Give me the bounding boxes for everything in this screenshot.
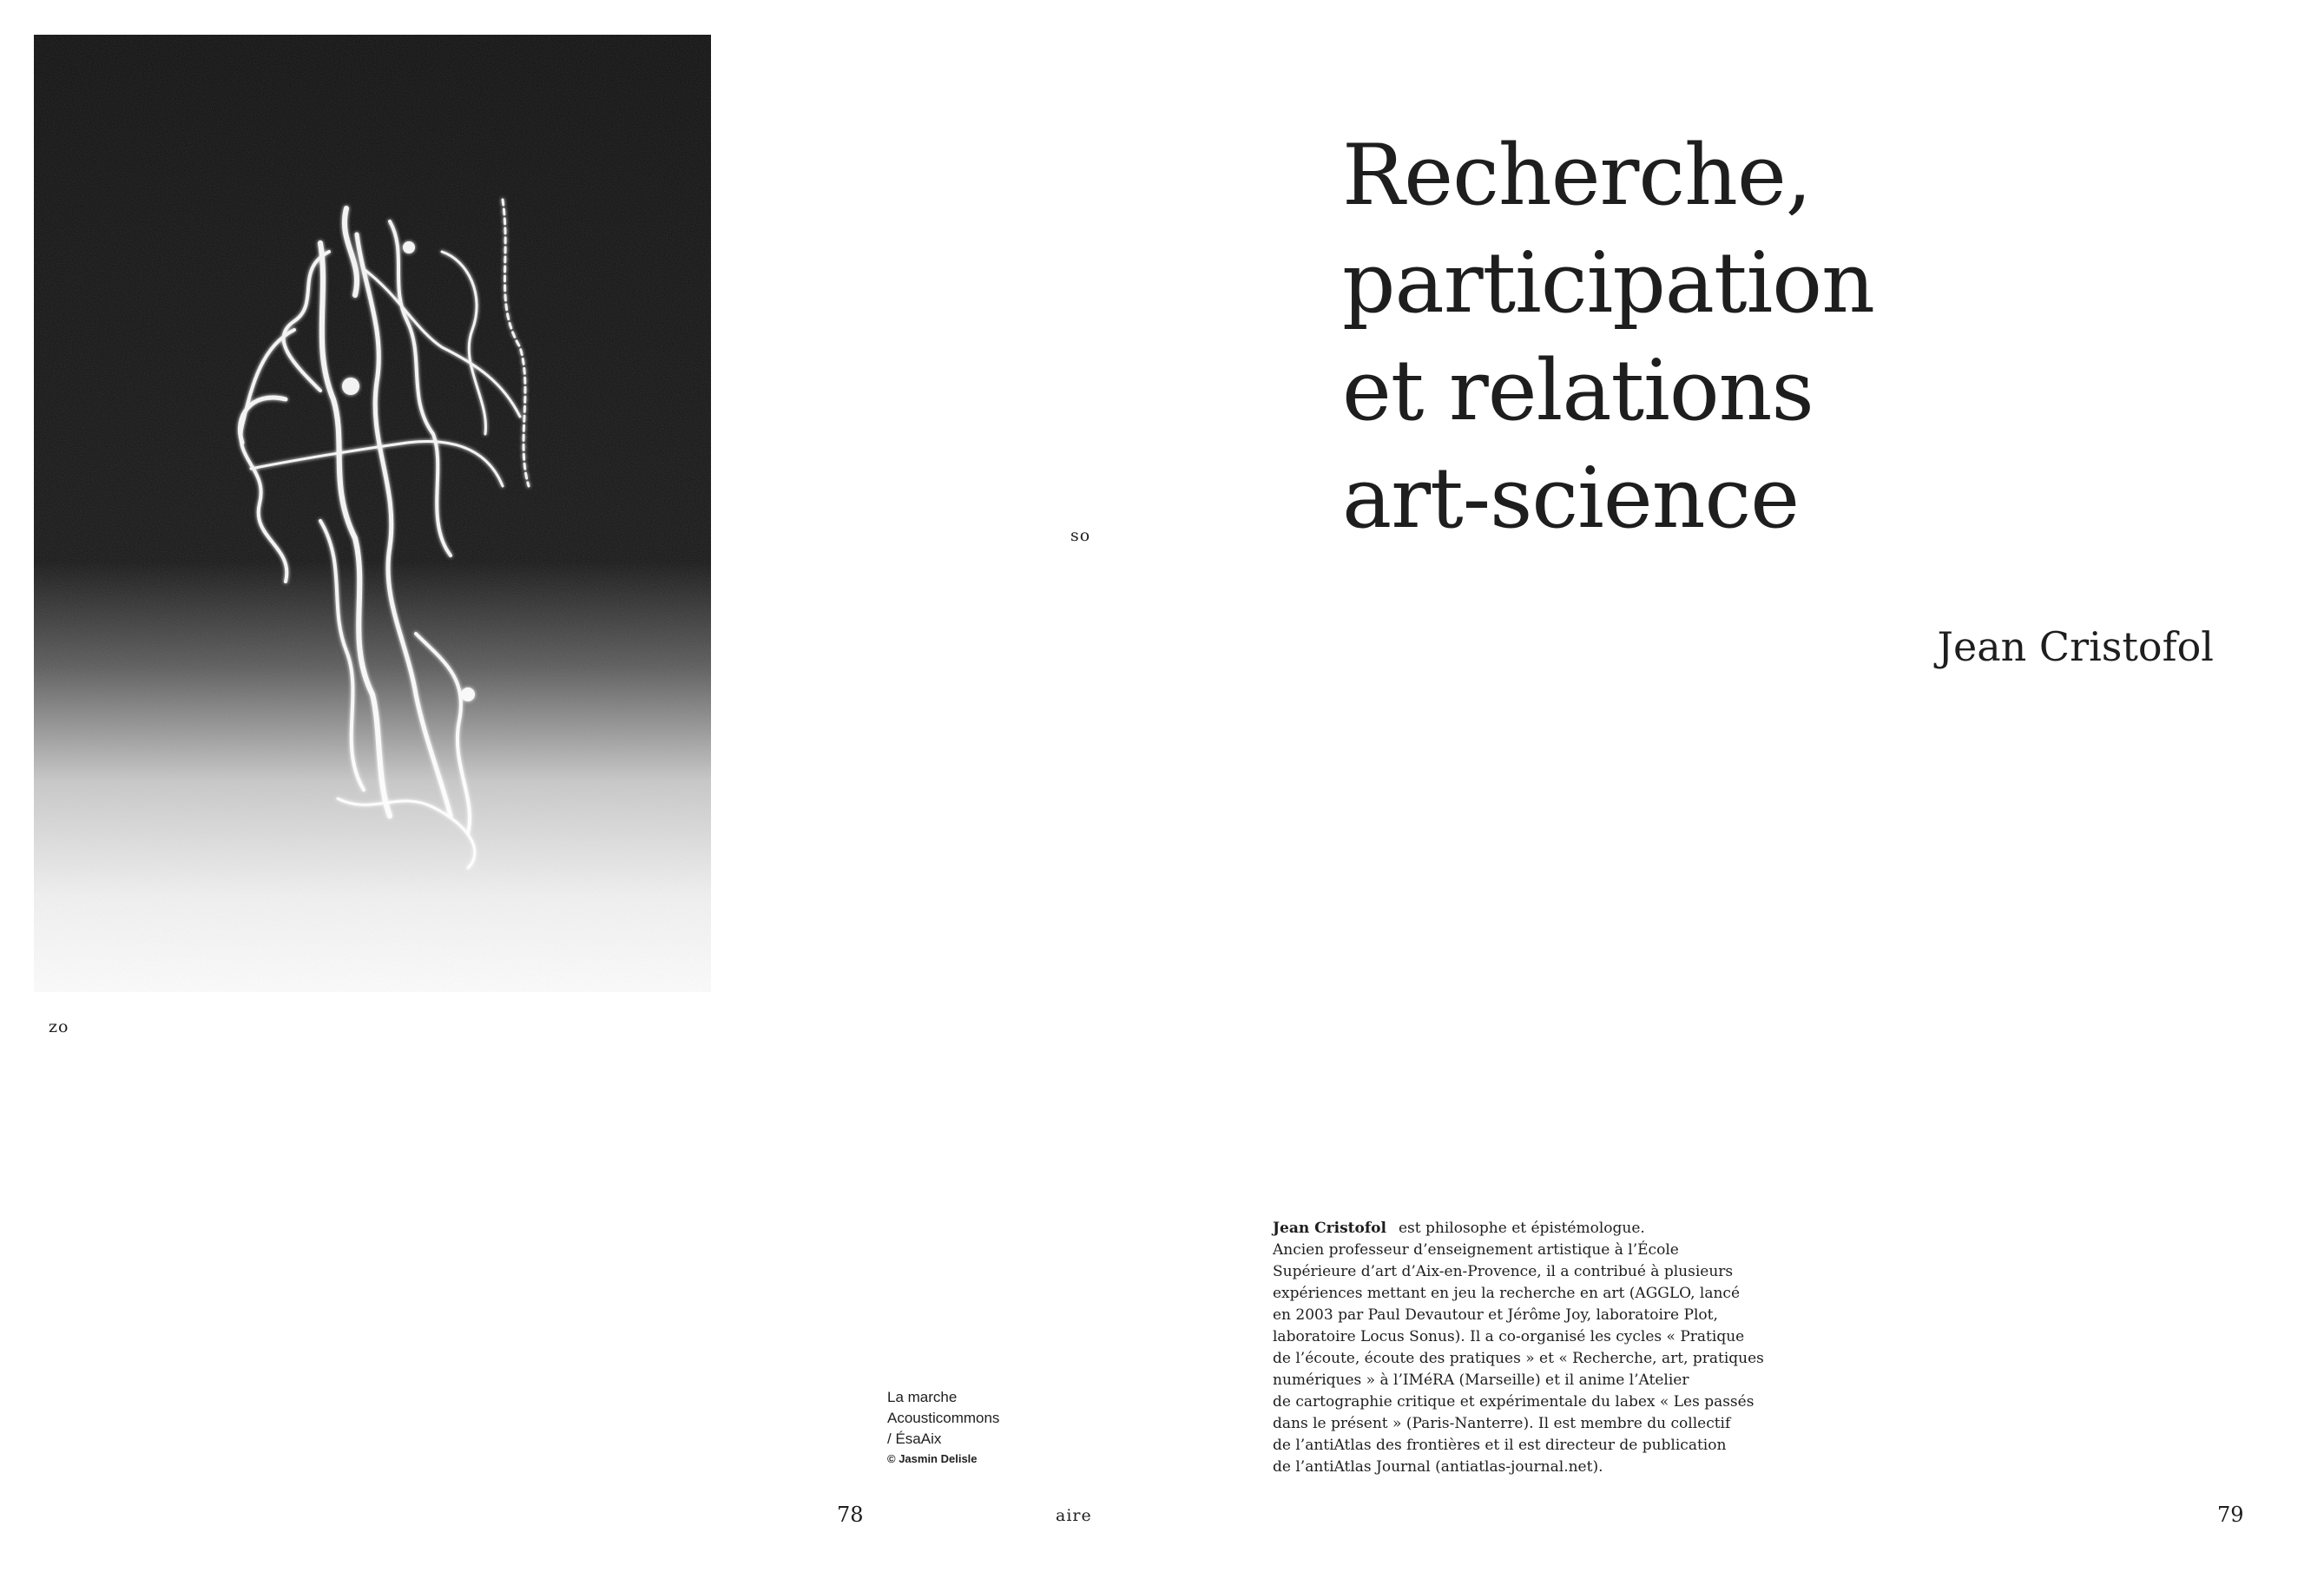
caption-line: Acousticommons [887, 1410, 1000, 1426]
bio-line: Supérieure d’art d’Aix-en-Provence, il a contribué à plusieurs [1273, 1263, 1734, 1280]
article-author: Jean Cristofol [1937, 623, 2214, 670]
page-number-left: 78 [837, 1503, 864, 1527]
bio-line: de l’antiAtlas Journal (antiatlas-journal.net). [1273, 1458, 1603, 1476]
margin-word-top: so [1070, 526, 1091, 545]
bio-first-line [1273, 1218, 1759, 1240]
bio-author-name: Jean Cristofol [1273, 1220, 1386, 1237]
margin-word-middle: zo [49, 1017, 69, 1036]
bio-line: numériques » à l’IMéRA (Marseille) et il anime l’Atelier [1273, 1371, 1689, 1389]
bio-line: de l’antiAtlas des frontières et il est directeur de publication [1273, 1437, 1727, 1454]
title-line: art-science [1342, 450, 1800, 547]
photo-credit: © Jasmin Delisle [887, 1452, 978, 1465]
bio-line: de cartographie critique et expérimentale du labex « Les passés [1273, 1393, 1755, 1411]
bio-line: en 2003 par Paul Devautour et Jérôme Joy, laboratoire Plot, [1273, 1306, 1718, 1324]
title-line: et relations [1342, 342, 1814, 439]
bio-line: de l’écoute, écoute des pratiques » et « Recherche, art, pratiques [1273, 1350, 1764, 1367]
title-line: Recherche, [1342, 127, 1812, 224]
bio-line: expériences mettant en jeu la recherche en art (AGGLO, lancé [1273, 1285, 1741, 1302]
article-title [1342, 122, 1874, 552]
caption-line: / ÉsaAix [887, 1431, 942, 1447]
photo-light-trail-figure [34, 35, 711, 992]
photo-caption [887, 1387, 999, 1469]
bio-line: Ancien professeur d’enseignement artistique à l’École [1273, 1241, 1679, 1259]
bio-line: dans le présent » (Paris-Nanterre). Il est membre du collectif [1273, 1415, 1731, 1432]
bio-first-line-text: est philosophe et épistémologue. [1398, 1220, 1645, 1237]
bio-line: laboratoire Locus Sonus). Il a co-organisé les cycles « Pratique [1273, 1328, 1745, 1345]
title-line: participation [1342, 234, 1874, 332]
margin-word-bottom: aire [1056, 1506, 1092, 1525]
page-number-right: 79 [2217, 1503, 2244, 1527]
author-bio [1273, 1218, 1764, 1478]
caption-line: La marche [887, 1389, 958, 1405]
